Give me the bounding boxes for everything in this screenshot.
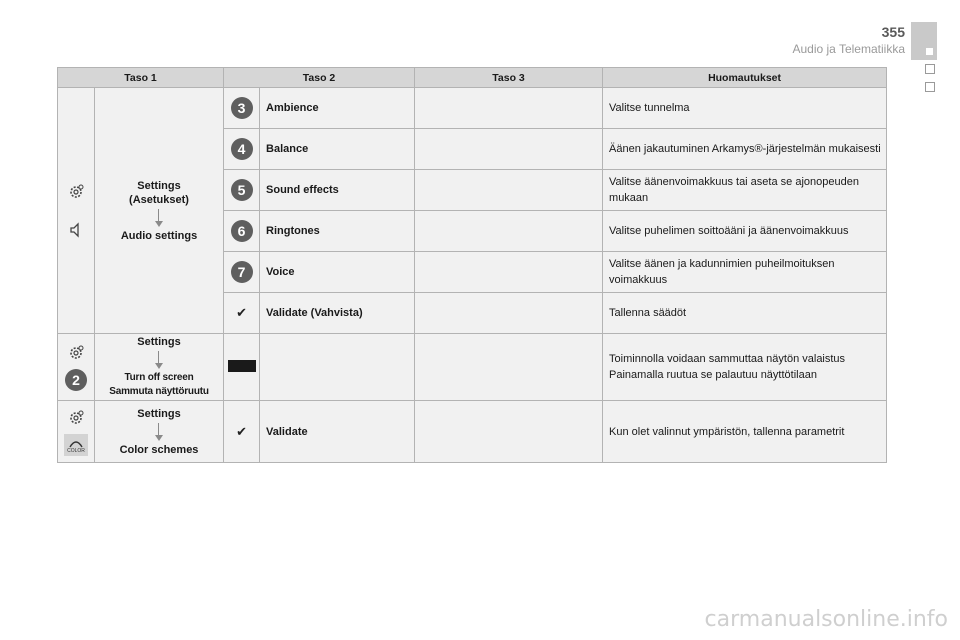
header-level3: Taso 3 bbox=[415, 68, 603, 88]
audio-settings-label: Audio settings bbox=[120, 229, 198, 242]
header-level1: Taso 1 bbox=[58, 68, 224, 88]
page-number: 355 bbox=[881, 24, 905, 40]
voice-note: Valitse äänen ja kadunnimien puheilmoituksen voimakkuus bbox=[603, 252, 887, 293]
icon-cell bbox=[58, 401, 95, 463]
ambience-label: Ambience bbox=[260, 88, 415, 129]
arrow-down-icon bbox=[154, 423, 164, 441]
level3-empty bbox=[415, 401, 603, 463]
color-settings-title: Settings bbox=[137, 407, 181, 420]
badge-3: 3 bbox=[231, 97, 253, 119]
sound-effects-label: Sound effects bbox=[260, 170, 415, 211]
settings-gear-icon bbox=[66, 182, 86, 202]
badge-2: 2 bbox=[65, 369, 87, 391]
color-scheme-icon bbox=[64, 434, 88, 456]
screen-settings-title: Settings bbox=[137, 336, 181, 348]
level3-empty bbox=[415, 88, 603, 129]
color-validate-label: Validate bbox=[260, 401, 415, 463]
settings-cell bbox=[95, 88, 224, 334]
arrow-down-icon bbox=[154, 351, 164, 369]
screen-note-line2: Painamalla ruutua se palautuu näyttötilaan bbox=[609, 369, 817, 381]
section-title: Audio ja Telematiikka bbox=[792, 42, 905, 56]
section-tab-empty-1 bbox=[925, 64, 935, 74]
icon-cell bbox=[58, 88, 95, 334]
ambience-note: Valitse tunnelma bbox=[603, 88, 887, 129]
header-level2: Taso 2 bbox=[224, 68, 415, 88]
level3-empty bbox=[415, 293, 603, 334]
watermark: carmanualsonline.info bbox=[704, 607, 948, 632]
color-icon-label: COLOR bbox=[67, 447, 85, 454]
level3-empty bbox=[415, 170, 603, 211]
screen-note bbox=[603, 334, 887, 401]
table-row bbox=[58, 334, 887, 401]
validate-label: Validate (Vahvista) bbox=[260, 293, 415, 334]
voice-label: Voice bbox=[260, 252, 415, 293]
level3-empty bbox=[415, 334, 603, 401]
screen-note-line1: Toiminnolla voidaan sammuttaa näytön valaistus bbox=[609, 353, 846, 365]
table-row bbox=[58, 401, 887, 463]
checkmark-icon: ✔ bbox=[236, 305, 247, 320]
balance-note: Äänen jakautuminen Arkamys®-järjestelmän mukaisesti bbox=[603, 129, 887, 170]
color-settings-cell bbox=[95, 401, 224, 463]
ringtones-label: Ringtones bbox=[260, 211, 415, 252]
badge-7: 7 bbox=[231, 261, 253, 283]
arrow-down-icon bbox=[154, 209, 164, 227]
header-notes: Huomautukset bbox=[603, 68, 887, 88]
section-tab bbox=[911, 22, 937, 60]
screen-off-icon bbox=[228, 360, 256, 372]
settings-title: Settings bbox=[137, 179, 181, 192]
level3-empty bbox=[415, 252, 603, 293]
badge-4: 4 bbox=[231, 138, 253, 160]
sound-effects-note: Valitse äänenvoimakkuus tai aseta se ajonopeuden mukaan bbox=[603, 170, 887, 211]
settings-gear-icon bbox=[66, 408, 86, 428]
screen-settings-cell bbox=[95, 334, 224, 401]
section-tab-empty-2 bbox=[925, 82, 935, 92]
checkmark-icon: ✔ bbox=[236, 423, 247, 439]
icon-cell bbox=[58, 334, 95, 401]
turn-off-screen-label: Turn off screen bbox=[124, 372, 194, 383]
badge-5: 5 bbox=[231, 179, 253, 201]
speaker-icon bbox=[66, 220, 86, 240]
color-schemes-label: Color schemes bbox=[119, 443, 199, 456]
settings-gear-icon bbox=[66, 343, 86, 363]
color-note: Kun olet valinnut ympäristön, tallenna parametrit bbox=[603, 401, 887, 463]
level3-empty bbox=[415, 129, 603, 170]
ringtones-note: Valitse puhelimen soittoääni ja äänenvoimakkuus bbox=[603, 211, 887, 252]
settings-subtitle: (Asetukset) bbox=[129, 193, 189, 206]
section-tab-mark bbox=[926, 48, 933, 55]
level2-empty bbox=[260, 334, 415, 401]
turn-off-screen-label-fi: Sammuta näyttöruutu bbox=[109, 386, 209, 397]
header-row bbox=[58, 68, 887, 88]
validate-note: Tallenna säädöt bbox=[603, 293, 887, 334]
badge-6: 6 bbox=[231, 220, 253, 242]
settings-table bbox=[57, 67, 887, 463]
table-row bbox=[58, 88, 887, 129]
level3-empty bbox=[415, 211, 603, 252]
balance-label: Balance bbox=[260, 129, 415, 170]
